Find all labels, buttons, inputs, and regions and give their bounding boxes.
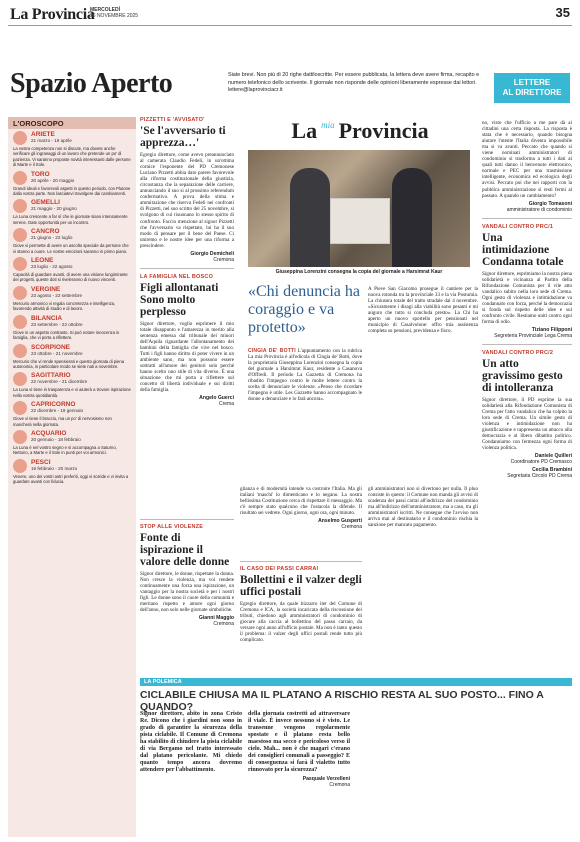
sign-labels (31, 401, 83, 414)
sign-header (13, 257, 131, 271)
sign-name: CAPRICORNO (31, 401, 76, 409)
article-signature: Angelo Guerci (199, 395, 234, 402)
issue-date (90, 7, 138, 19)
sign-dates: 23 agosto - 22 settembre (31, 292, 83, 298)
sign-dates: 22 dicembre - 19 gennaio (31, 408, 84, 414)
article-title: Fonte di ispirazione il valore delle donne (140, 532, 230, 568)
sign-header (13, 171, 131, 185)
zodiac-icon (13, 286, 27, 300)
polemica-title: CICLABILE CHIUSA MA IL PLATANO A RISCHIO RESTA AL SUO POSTO... FINO A QUANDO? (140, 689, 544, 713)
feature-kicker: CINGIA DE' BOTTI (248, 348, 296, 354)
horoscope-sign (8, 129, 136, 169)
article-signature: Giorgio Demicheli (190, 250, 234, 257)
sign-text: La vostra competenza non si discute, ma dovete anche verificare gli ingranaggi di un lavoro che pretende un po' di pazienza. Vi saranno proposte novità interessanti dalle persone di Marte e il Sole. (13, 146, 131, 168)
article-body: Signor direttore, le donne, rispettate la donna. Non cresce la violenza, ma voi rendete continuamente una forza una ispirazione, un vantaggio per la nostra società e per i nostri figli. Le donne sono il cuore della comunità e meritano rispetto e amore ogni giorno dell'anno, non solo nelle giornate simboliche. (140, 571, 234, 614)
section-intro: Siate brevi. Non più di 20 righe dattiloscritte. Per essere pubblicata, la lettera deve avere firma, recapito e numero telefonico dello scrivente. Il giornale non risponde delle opinioni liberamente espresse dai lettori. lettere@laprovinciacr.it (228, 72, 480, 93)
polemica-column-2 (248, 708, 350, 788)
article-kicker: IL CASO DEI PASSI CARRAI (240, 566, 319, 572)
zodiac-icon (13, 257, 27, 271)
sign-text: Mercurio che vi rende spensierati e questo giornata di piena autonomia, in particolare modo se siete nati a novembre. (13, 358, 125, 369)
article-signature: Cecilia Brambini (532, 467, 572, 474)
article-role: Coordinatore PD Cremasco (510, 459, 572, 466)
sign-text: Venere, uno dei vostri astri preferiti, oggi vi sorride e vi invita a guardare avanti con fiducia. (13, 473, 129, 485)
horoscope-sign (8, 313, 136, 342)
zodiac-icon (13, 430, 27, 444)
sign-labels (31, 199, 77, 212)
feature-body-1-text: L'appuntamento con la rubrica La mia Provincia è all'edicola di Cingia de' Botti, dove la proprietaria Giuseppina Lorenzini consegna la copia del giornale a Harsimrat Kaur, residente a Casanova d'Offredi. Il periodo La Gazzetta di Cremona ha ribadito l'impegno contro le molte lettere contro la scelta di denunciare le violenze. «Penso che ricordare l'impegno è utile. Les Gazzette hanno accompagnato le donne a denunciare e lo farà ancora». (248, 348, 362, 403)
zodiac-icon (13, 315, 27, 329)
sign-name: LEONE (31, 257, 54, 265)
sign-header (13, 131, 131, 145)
section-title: Spazio Aperto (10, 68, 173, 99)
sign-name: CANCRO (31, 228, 60, 236)
article-title: 'Se l'avversario ti apprezza…' (140, 125, 226, 149)
article-title: Un atto gravissimo gesto di intolleranza (482, 358, 563, 395)
sign-text: Mercurio armonico vi regala concretezza e intelligenza, favorendo attività di studio e di lavoro. (13, 300, 116, 312)
sign-labels (31, 257, 72, 270)
sign-header (13, 344, 131, 358)
sign-text: La Luna crescente a far sì che le giornate siano intensamente serene. Date opportunità per un incontro. (13, 214, 128, 225)
right-signature: Giorgio Tomasoni (528, 200, 572, 207)
zodiac-icon (13, 131, 27, 145)
sign-dates: 21 giugno - 22 luglio (31, 235, 73, 241)
logo-main: Provincia (338, 118, 429, 143)
sign-name: TORO (31, 170, 50, 178)
sign-name: GEMELLI (31, 199, 60, 207)
horoscope-sign (8, 428, 136, 457)
sign-dates: 19 febbraio - 20 marzo (31, 465, 78, 471)
article-stop-violenze (140, 519, 234, 627)
letters-label: LETTERE (513, 78, 551, 87)
divider (140, 519, 234, 520)
polemica-body-1: Signor direttore, abito in zona Cristo Re. Dicono che i giardini non sono in grado di garantire la sicurezza della pista ciclabile. Il Comune di Cremona ha stabilito di chiudere la pista ciclabile di via Bergamo nel tratto interessato dal platano pericolante. Mi chiedo quanto tempo ancora dovremo attendere per l'abbattimento. (140, 711, 242, 773)
continued-body: glianza e di modernità intende va costruire l'Italia. Ma gli italiani 'maschi' lo dimenticano e lo negano. La nostra bellissima Costituzione cerca di rispettare il messaggio. Ma c'è sempre stato qualcuno che l'ostacola la difende. Il risultato sei vedrete. Ogni giorno, ogni ora, ogni minuto. (240, 486, 362, 517)
zodiac-icon (13, 459, 27, 473)
right-body: no, visto che l'ufficio a me pare dà ai cittadini una certa risposta. La risposta è stata che è necessario, quando bisogna aiutare l'utente l'Italia diventa impossibile ma si va avanti. Peccato che quando si viene nominati amministratori di condominio si trasforma a tutti i dati ai quali tutti danno il benvenuto elettronico, normale e PEC per una trasmissione intelligente, economica ed ecologica degli avvisi. Peccato poi che nei rapporti con la pubblica amministrazione si resti fermi al passato. A quando un cambiamento? (482, 120, 572, 199)
sign-dates: 23 ottobre - 21 novembre (31, 350, 83, 356)
horoscope-sign (8, 197, 136, 226)
letters-label-sub: AL DIRETTORE (502, 87, 562, 97)
continued-body: gli amministratori non si divertono per nulla. Il pluo consiste in questo: il Comune non manda gli avvisi di scadenza dei passi carrai all'indirizzo del condominio ma all'indirizzo dell'amministratore, ma a caso, tra gli amministratori iscritti. Ne consegue che l'avviso non arriva mai al destinatario e il condominio rischia la sanzione per mancato pagamento. (368, 486, 478, 529)
article-city: Crema (218, 401, 234, 408)
logo-prefix: La (291, 118, 318, 143)
polemica-body-2: della giornata costretti ad attraversare il viale. È invece nessuno si è visto. Le transenne vengono regolarmente spostate e il platano resta bello maestoso ma secco e pericoloso verso il cielo. Mah... non è che magari c'erano dei consiglieri comunali a passeggio? E di conseguenza si farà il vialetto tutto rinnovato per la sicurezza? (248, 711, 350, 773)
article-intimidazione (482, 224, 572, 339)
logo-small: mia (321, 120, 335, 130)
zodiac-icon (13, 228, 27, 242)
article-passi-carrai (240, 561, 362, 643)
article-kicker: VANDALI CONTRO PRC/1 (482, 223, 554, 230)
photo-caption: Giuseppina Lorenzini consegna la copia del giornale a Harsimrat Kaur (275, 269, 443, 275)
sign-text: Giove vi tiene il braccio, ma un po' di nervosismo non mancherà nella giornata. (13, 416, 112, 427)
continued-city: Cremona (341, 524, 362, 531)
issue-date-text: 26 NOVEMBRE 2025 (90, 13, 139, 19)
sign-labels (31, 286, 82, 299)
sign-header (13, 286, 131, 300)
article-city: Cremona (213, 256, 234, 263)
article-pizzetti (140, 117, 234, 263)
sign-text: La Luna è nel vostro segno e si accompagna a Saturno, Nettuno, a Marte e il Sole in punti per voi armonici. (13, 444, 117, 456)
polemica-signature: Pasquale Verzelleni (302, 776, 350, 782)
article-role: Segreteria Provinciale Lega Crema (494, 333, 572, 340)
sign-name: PESCI (31, 458, 51, 466)
article-body: Signor direttore, esprimiamo la nostra piena solidarietà e vicinanza al Partito della Rifondazione Comunista per il vile atto vandalico subito nella loro sede di Crema. Ogni gesto di violenza e intimidazione va condannato con forza, perché la democrazia si fonda sul rispetto delle idee e sul confronto civile. Restiamo uniti contro ogni forma di odio. (482, 270, 572, 325)
article-signature: Gianni Maggio (198, 615, 234, 622)
article-city: Cremona (213, 621, 234, 628)
horoscope-title: L'OROSCOPO (8, 117, 136, 129)
page-number: 35 (555, 5, 570, 20)
zodiac-icon (13, 171, 27, 185)
article-kicker: PIZZETTI E 'AVVISATO' (140, 117, 205, 123)
sign-header (13, 372, 131, 386)
sign-header (13, 315, 131, 329)
article-kicker: LA FAMIGLIA NEL BOSCO (140, 273, 214, 280)
horoscope-sign (8, 226, 136, 255)
article-body: Signor direttore, il PD esprime la sua solidarietà alla Rifondazione Comunista di Crema per l'atto vandalico che ha colpito la loro sede di Crema. Un simile gesto di violenza e intimidazione non ha giustificazione e rappresenta un attacco alla democrazia e al libero dibattito politico. Condanniamo con fermezza ogni forma di violenza politica. (482, 397, 572, 452)
feature-column-1 (248, 345, 362, 402)
photo-newspaper (330, 198, 390, 244)
sign-name: ARIETE (31, 131, 55, 138)
polemica-city: Cremona (329, 782, 350, 788)
article-body: Signor direttore, voglio esprimere il mio totale disappunto e l'amarezza in merito alla sentenza emessa dal tribunale dei minori dell'Aquila riguardante l'allontanamento dei bambini della famiglia che vive nel bosco. Tutti i figli hanno diritto di poter vivere in un ambiente sano, ma non possono essere sottratti all'amore dei genitori solo perché hanno scelto uno stile di vita diverso. È una situazione che mi porta a riflettere sul concetto di libertà individuale e sui diritti della famiglia. (140, 320, 234, 394)
la-mia-provincia-logo (248, 118, 472, 150)
sign-dates: 23 settembre - 22 ottobre (31, 321, 83, 327)
sign-dates: 21 maggio - 20 giugno (31, 206, 77, 212)
sign-labels (31, 459, 77, 472)
zodiac-icon (13, 344, 27, 358)
sign-labels (31, 315, 83, 328)
feature-body-1 (248, 348, 362, 402)
sign-dates: 20 gennaio - 18 febbraio (31, 436, 81, 442)
sign-labels (31, 228, 72, 241)
sign-labels (31, 372, 87, 385)
zodiac-icon (13, 401, 27, 415)
feature-body-2: A Pieve San Giacomo prosegue il cantiere per la nuova rotonda tra la provinciale 33 e la via Postumia. La chiusura totale del tratto stradale dal 4 novembre. «Sicuramente i disagi alla viabilità sono pesanti e mi auguro che tutto si concluda presto». La Chi ha aperto un nuovo sportello per pensionati nel municipio di Casalvolone: offro mia assistenza completa su pensioni, previdenza e fisco. (368, 286, 478, 335)
feature-quote: «Chi denuncia ha coraggio e va protetto» (248, 283, 360, 336)
divider (482, 344, 572, 345)
column-right (482, 117, 572, 479)
article-role: Segretaria Circolo PD Crema (507, 473, 572, 480)
sign-labels (31, 430, 81, 443)
article-kicker: STOP ALLE VIOLENZE (140, 524, 204, 530)
sign-header (13, 228, 131, 242)
article-signature: Daniele Quilleri (534, 453, 572, 460)
continued-text-left (240, 483, 362, 530)
letters-badge (494, 73, 570, 103)
photo-person-left (290, 168, 330, 267)
polemica-column-1 (140, 708, 242, 774)
horoscope-sign (8, 457, 136, 486)
sign-header (13, 459, 131, 473)
zodiac-icon (13, 372, 27, 386)
horoscope-list (8, 129, 136, 486)
sign-dates: 21 marzo - 19 aprile (31, 138, 72, 143)
sign-header (13, 199, 131, 213)
sign-header (13, 430, 131, 444)
sign-name: BILANCIA (31, 314, 63, 322)
sign-header (13, 401, 131, 415)
horoscope-column (8, 117, 136, 837)
article-grave (482, 350, 572, 479)
sign-labels (31, 344, 83, 357)
right-role: amministratore di condominio (506, 206, 572, 213)
sign-dates: 20 aprile - 20 maggio (31, 177, 75, 183)
divider (240, 561, 362, 562)
sign-dates: 22 novembre - 21 dicembre (31, 379, 88, 385)
continued-signature: Anselmo Gusperti (318, 518, 362, 525)
article-kicker: VANDALI CONTRO PRC/2 (482, 350, 554, 357)
article-body: Egregio direttore, da quale bizzarro iter del Comune di Cremona e ICA, la società incaricata della riscossione dei tributi, chiedono agli amministratori di condominio di giocare alla caccia al bollettino del passo carraio, da versare ogni anno all'ufficio postale. Ma non è tanto questo il problema: il valzer degli uffici postali rende tutto più complicato. (240, 601, 362, 644)
sign-labels (31, 131, 72, 144)
horoscope-sign (8, 342, 136, 371)
masthead: La Provincia (10, 6, 95, 23)
continued-text-right (368, 483, 478, 528)
sign-name: ACQUARIO (31, 429, 67, 437)
divider (482, 218, 572, 219)
horoscope-sign (8, 370, 136, 399)
feature-column-2 (368, 283, 478, 334)
article-bosco (140, 274, 234, 408)
column-letters-left (140, 117, 234, 407)
header-divider (8, 25, 572, 26)
sign-text: Capacità di guardare avanti, di avere una visione lungimirante dei progetti, queste doti si riveleranno di nuovo vincenti. (13, 272, 128, 283)
sign-text: Grandi ideali e favorevoli aspetti in questo periodo, con Plutone dalla vostra parte. Non lasciatevi travolgere dai cambiamenti. (13, 185, 131, 197)
article-signature: Tiziano Filipponi (531, 327, 572, 334)
zodiac-icon (13, 199, 27, 213)
sign-labels (31, 171, 74, 184)
article-title: Una intimidazione Condanna totale (482, 231, 564, 268)
photo-person-right (392, 168, 432, 267)
horoscope-sign (8, 399, 136, 428)
sign-text: Giove vi permette di avere un ascolto speciale da persone che vi stanno a cuore. Le vostre emozioni saranno in primo piano. (13, 243, 129, 254)
article-title: Bollettini e il valzer degli uffici postali (240, 574, 362, 598)
horoscope-sign (8, 169, 136, 198)
horoscope-sign (8, 255, 136, 284)
horoscope-sign (8, 284, 136, 313)
sign-name: SAGITTARIO (31, 372, 71, 380)
polemica-banner: LA POLEMICA (140, 678, 572, 686)
divider (140, 268, 234, 269)
sign-name: SCORPIONE (31, 343, 71, 351)
article-body: Egregio direttore, come avevo preannunciato al camerata Claudio Fedeli, in un'ottima cornice l'esponente del PD Cremonese Luciano Pizzetti abbia dato parere favorevole alla riforma costituzionale della giustizia, circostanza che la separazione delle carriere, annunciando il suo sì al prossimo referendum confermativo. A prova della stima e ammirazione che riserva Fedeli nei confronti di Pizzetti, nel suo scritto del 25 novembre, si svolgono di cui risuonano lo stesso spirito di confronto. Faccio menzione al signor Pizzetti che l'avversario va rispettato, lui ha il suo modo di pensare per il bene del Paese. Ci uniremo e le nostre idee per una riforma a prescindere. (140, 152, 234, 249)
sign-text: Giove in un aspetto contrasto. Si può notare innocenza in famiglia, che vi porta a riflettere. (13, 329, 120, 341)
sign-text: La Luna vi tiene in trasparenza e vi aiuterà a trovare ispirazione nella vostra quotidianità. (13, 387, 131, 398)
issue-day: MERCOLEDÌ (90, 7, 120, 13)
article-title: Figli allontanati Sono molto perplesso (140, 281, 219, 318)
sign-dates: 23 luglio - 22 agosto (31, 264, 73, 270)
sign-name: VERGINE (31, 285, 61, 293)
